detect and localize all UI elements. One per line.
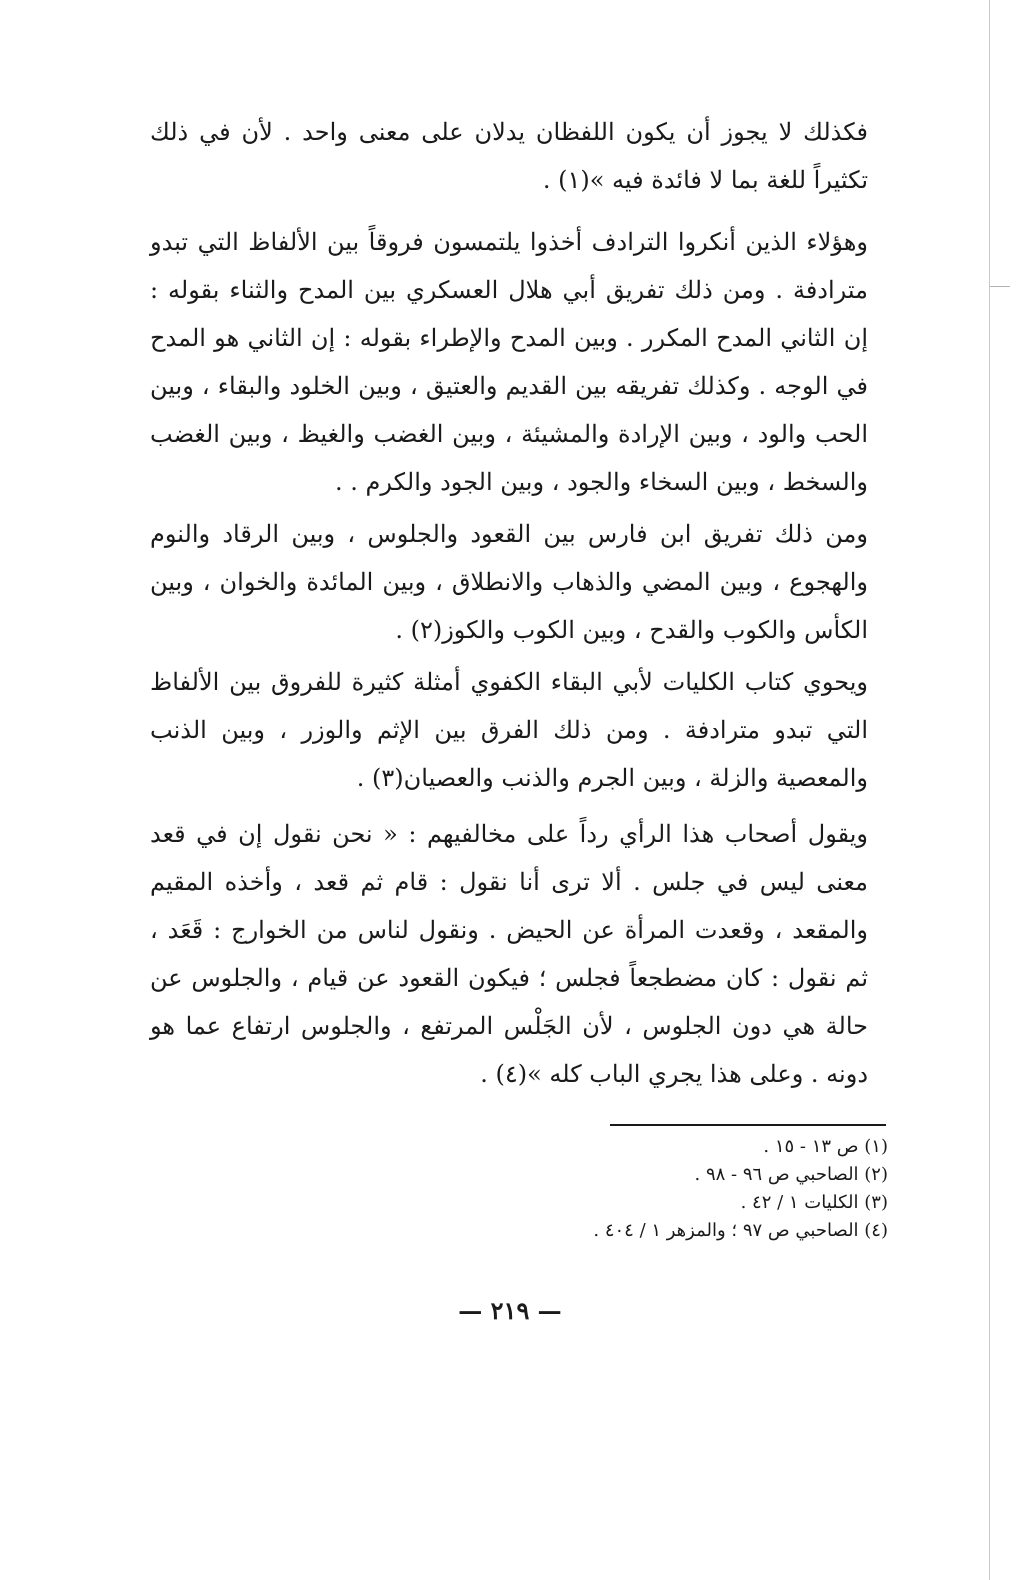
- footnote-3: (٣) الكليات ١ / ٤٢ .: [740, 1192, 888, 1213]
- footnote-1: (١) ص ١٣ - ١٥ .: [763, 1136, 888, 1157]
- page-number: — ٢١٩ —: [458, 1296, 562, 1325]
- footnotes: [470, 1133, 888, 1245]
- margin-tick: [990, 286, 1010, 287]
- footnote-4: (٤) الصاحبي ص ٩٧ ؛ والمزهر ١ / ٤٠٤ .: [593, 1220, 888, 1241]
- footnote-separator: [610, 1124, 886, 1126]
- paragraph-1: [150, 108, 868, 204]
- paragraph-text: ويحوي كتاب الكليات لأبي البقاء الكفوي أمثلة كثيرة للفروق بين الألفاظ التي تبدو مترادفة . ومن ذلك الفرق بين الإثم والوزر ، وبين الذنب والمعصية والزلة ، وبين الجرم والذنب والعصيان(٣) .: [150, 668, 868, 792]
- paragraph-text: ومن ذلك تفريق ابن فارس بين القعود والجلوس ، وبين الرقاد والنوم والهجوع ، وبين المضي والذهاب والانطلاق ، وبين المائدة والخوان ، وبين الكأس والكوب والقدح ، وبين الكوب والكوز(٢) .: [150, 520, 868, 644]
- footnote-2: (٢) الصاحبي ص ٩٦ - ٩٨ .: [694, 1164, 888, 1185]
- paragraph-2: [150, 218, 868, 506]
- paragraph-4: [150, 658, 868, 802]
- paragraph-3: [150, 510, 868, 654]
- paragraph-text: فكذلك لا يجوز أن يكون اللفظان يدلان على معنى واحد . لأن في ذلك تكثيراً للغة بما لا فائدة فيه »(١) .: [150, 118, 868, 194]
- paragraph-text: ويقول أصحاب هذا الرأي رداً على مخالفيهم : « نحن نقول إن في قعد معنى ليس في جلس . ألا ترى أنا نقول : قام ثم قعد ، وأخذه المقيم والمقعد ، وقعدت المرأة عن الحيض . ونقول لناس من الخوارج : قَعَد ، ثم نقول : كان مضطجعاً فجلس ؛ فيكون القعود عن قيام ، والجلوس عن حالة هي دون الجلوس ، لأن الجَلْس المرتفع ، والجلوس ارتفاع عما هو دونه . وعلى هذا يجري الباب كله »(٤) .: [150, 820, 868, 1088]
- paragraph-text: وهؤلاء الذين أنكروا الترادف أخذوا يلتمسون فروقاً بين الألفاظ التي تبدو مترادفة . ومن ذلك تفريق أبي هلال العسكري بين المدح والثناء بقوله : إن الثاني المدح المكرر . وبين المدح والإطراء بقوله : إن الثاني هو المدح في الوجه . وكذلك تفريقه بين القديم والعتيق ، وبين الخلود والبقاء ، وبين الحب والود ، وبين الإرادة والمشيئة ، وبين الغضب والغيظ ، وبين الغضب والسخط ، وبين السخاء والجود ، وبين الجود والكرم . .: [150, 228, 868, 496]
- paragraph-5: [150, 810, 868, 1098]
- page-edge-line: [989, 0, 990, 1580]
